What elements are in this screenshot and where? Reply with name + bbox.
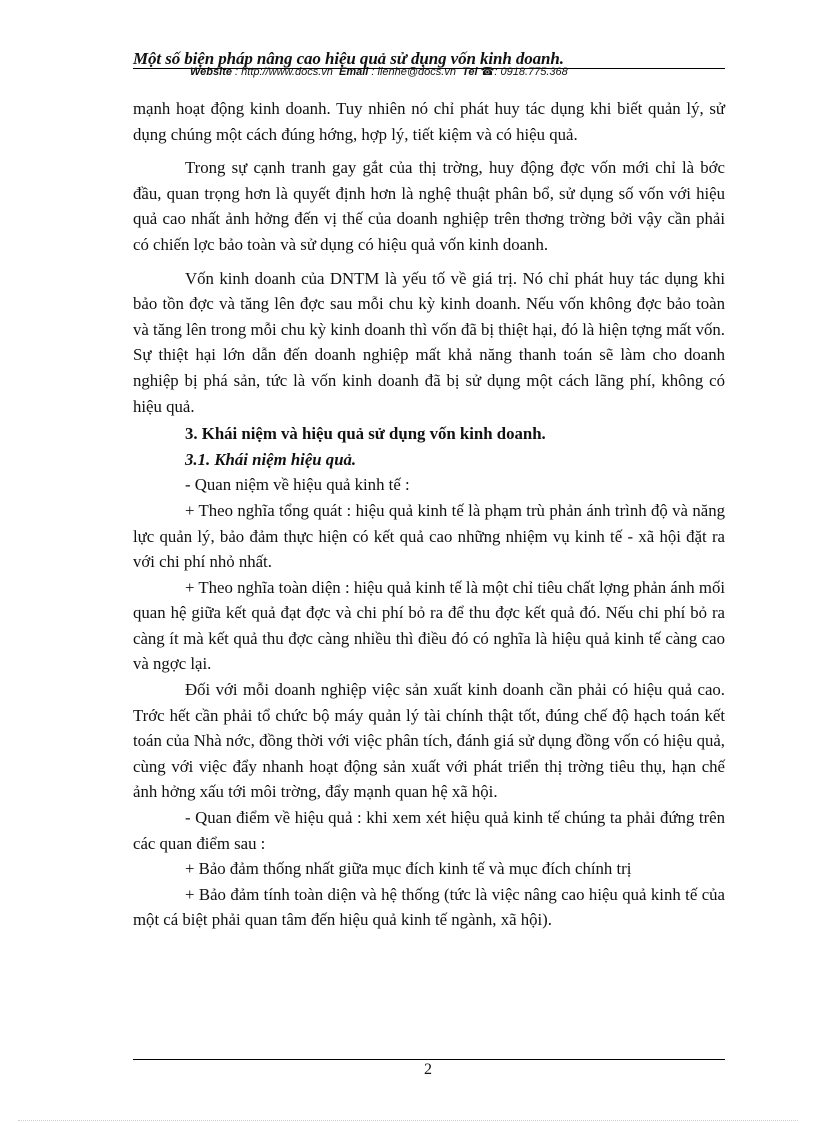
paragraph: Vốn kinh doanh của DNTM là yếu tố về giá trị. Nó chỉ phát huy tác dụng khi bảo tồn đợc và tăng lên đợc sau mỗi chu kỳ kinh doanh. Nếu vốn không đợc bảo toàn và tăng lên trong mỗi chu kỳ kinh doanh thì vốn đã bị thiệt hại, đó là hiện tợng mất vốn. Sự thiệt hại lớn dẫn đến doanh nghiệp mất khả năng thanh toán sẽ làm cho doanh nghiệp bị phá sản, tức là vốn kinh doanh đã bị sử dụng một cách lãng phí, không có hiệu quả. <box>133 268 725 416</box>
website-label: Website <box>190 66 232 78</box>
tel-value: : 0918.775.368 <box>494 66 568 78</box>
paragraph: + Theo nghĩa toàn diện : hiệu quả kinh tế là một chỉ tiêu chất lợng phản ánh mối quan hệ giữa kết quả đạt đợc và chi phí bỏ ra để thu đợc kết quả đó. Nếu chi phí bỏ ra càng ít mà kết quả thu đợc càng nhiều thì điều đó có nghĩa là hiệu quả kinh tế càng cao và ngợc lại. <box>133 577 725 674</box>
footer-rule <box>133 1059 725 1060</box>
paragraph: - Quan điểm về hiệu quả : khi xem xét hiệu quả kinh tế chúng ta phải đứng trên các quan điểm sau : <box>133 808 725 853</box>
subsection-heading: 3.1. Khái niệm hiệu quả. <box>185 449 357 469</box>
paragraph: + Bảo đảm tính toàn diện và hệ thống (tức là việc nâng cao hiệu quả kinh tế của một cá biệt phải quan tâm đến hiệu quả kinh tế ngành, xã hội). <box>133 884 725 930</box>
page-edge-divider <box>18 1120 798 1121</box>
website-value: : http://www.docs.vn <box>235 66 333 78</box>
section-heading: 3. Khái niệm và hiệu quả sử dụng vốn kinh doanh. <box>185 424 546 444</box>
paragraph: mạnh hoạt động kinh doanh. Tuy nhiên nó chỉ phát huy tác dụng khi biết quản lý, sử dụng chúng một cách đúng hớng, hợp lý, tiết kiệm và có hiệu quả. <box>133 99 725 144</box>
paragraph: Đối với mỗi doanh nghiệp việc sản xuất kinh doanh cần phải có hiệu quả cao. Trớc hết cần phải tổ chức bộ máy quản lý tài chính thật tốt, đúng chế độ hạch toán kết toán của Nhà nớc, đồng thời với việc phân tích, đánh giá sử dụng đồng vốn có hiệu quả, cùng với việc đẩy nhanh hoạt động sản xuất với phát triển thị trờng tiêu thụ, hạn chế ảnh hởng xấu tới môi trờng, đẩy mạnh quan hệ xã hội. <box>133 680 725 802</box>
page-header <box>133 49 725 78</box>
document-body <box>133 96 725 933</box>
header-contact <box>190 66 568 79</box>
paragraph: Trong sự cạnh tranh gay gắt của thị trờng, huy động đợc vốn mới chỉ là bớc đầu, quan trọng hơn là quyết định hơn là nghệ thuật phân bổ, sử dụng số vốn với hiệu quả cao nhất ảnh hởng đến vị thế của doanh nghiệp trên thơng trờng bởi vậy cần phải có chiến lợc bảo toàn và sử dụng có hiệu quả vốn kinh doanh. <box>133 158 725 254</box>
phone-icon: ☎ <box>480 66 495 78</box>
page-number: 2 <box>424 1061 432 1078</box>
email-value: : lienhe@docs.vn <box>371 66 456 78</box>
paragraph: + Theo nghĩa tổng quát : hiệu quả kinh tế là phạm trù phản ánh trình độ và năng lực quản lý, bảo đảm thực hiện có kết quả cao những nhiệm vụ kinh tế - xã hội đặt ra với chi phí nhỏ nhất. <box>133 500 725 572</box>
paragraph: - Quan niệm về hiệu quả kinh tế : <box>185 475 410 495</box>
paragraph: + Bảo đảm thống nhất giữa mục đích kinh tế và mục đích chính trị <box>185 859 632 879</box>
header-title: Một số biện pháp nâng cao hiệu quả sử dụng vốn kinh doanh. <box>133 49 564 68</box>
email-label: Email <box>339 66 369 78</box>
tel-label: Tel <box>462 66 478 78</box>
